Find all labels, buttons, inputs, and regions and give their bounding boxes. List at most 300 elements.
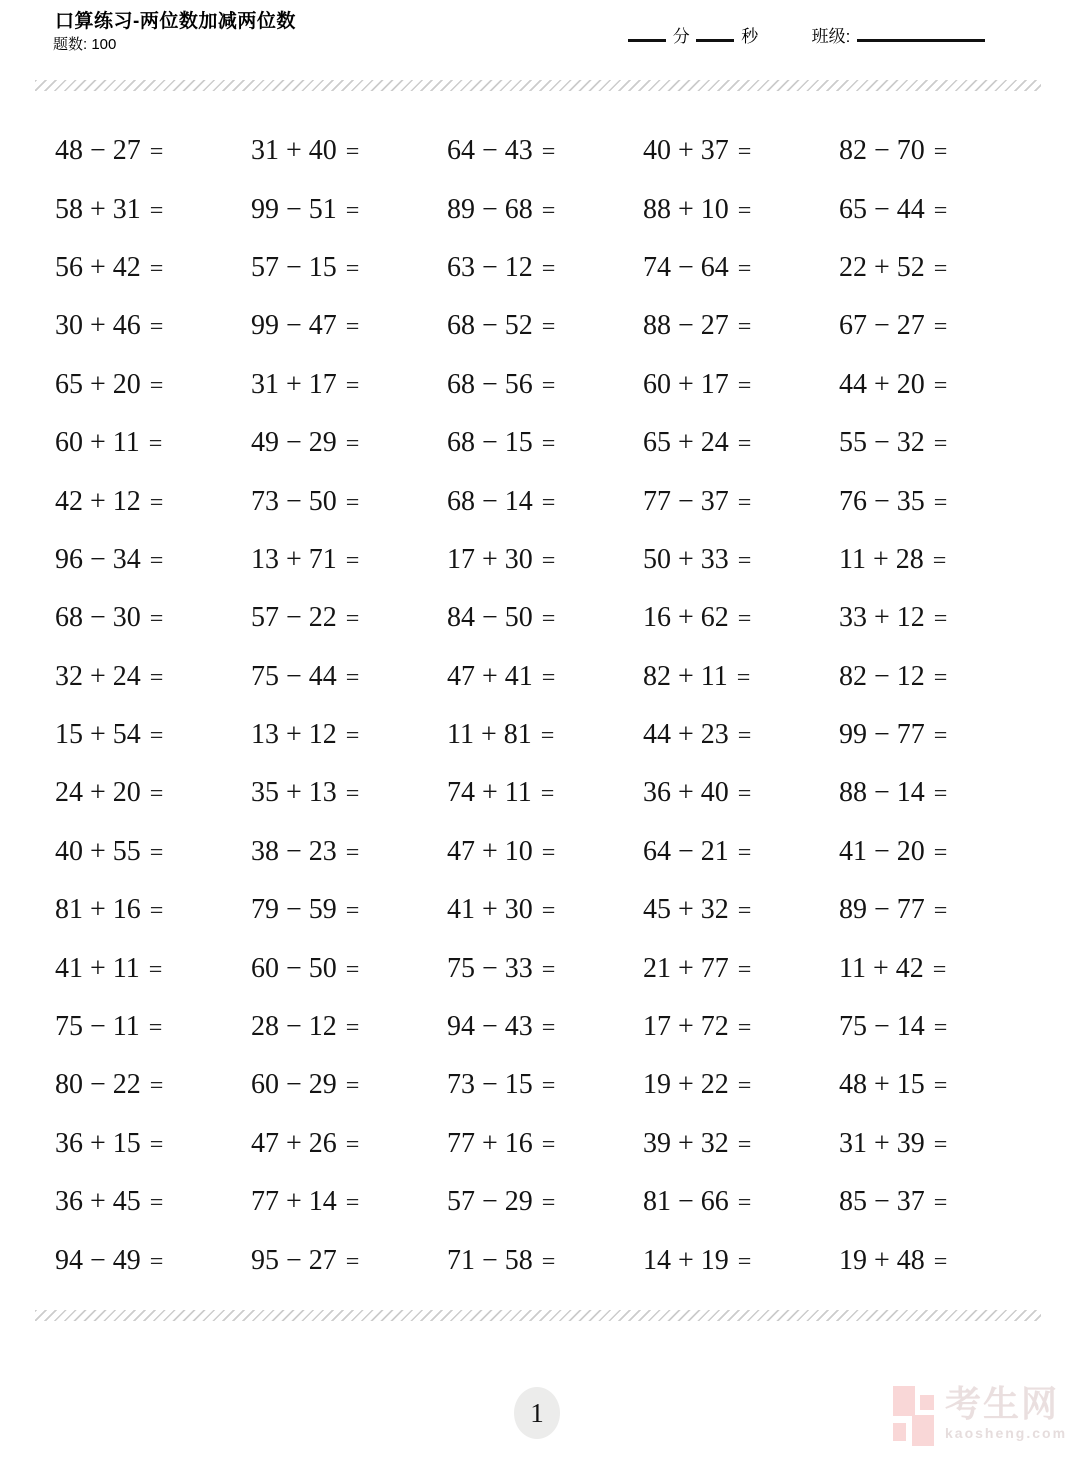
equals-sign: = — [149, 1248, 164, 1275]
operand-a: 36 — [643, 777, 671, 809]
equals-sign: = — [149, 898, 164, 925]
minus-operator: − — [678, 485, 694, 517]
problem — [447, 1186, 643, 1218]
equals-sign: = — [737, 489, 752, 516]
operand-a: 16 — [643, 602, 671, 634]
minus-operator: − — [482, 952, 498, 984]
problem — [447, 486, 643, 518]
problem — [251, 1069, 447, 1101]
class-blank-line — [857, 25, 985, 42]
operand-b: 42 — [112, 251, 141, 283]
operand-b: 11 — [112, 1011, 140, 1043]
equals-sign: = — [541, 431, 556, 458]
timing-and-class-line — [628, 22, 985, 47]
operand-b: 12 — [504, 251, 533, 283]
problem — [55, 1128, 251, 1160]
equals-sign: = — [149, 314, 164, 341]
equals-sign: = — [149, 547, 164, 574]
operand-a: 32 — [55, 660, 83, 692]
operand-b: 70 — [896, 135, 925, 167]
problem — [643, 427, 839, 459]
operand-a: 28 — [251, 1011, 279, 1043]
minus-operator: − — [286, 427, 302, 459]
operand-b: 32 — [896, 427, 925, 459]
operand-a: 31 — [839, 1127, 867, 1159]
equals-sign: = — [541, 314, 556, 341]
equals-sign: = — [149, 197, 164, 224]
equals-sign: = — [345, 547, 360, 574]
problem — [447, 1245, 643, 1277]
problem — [251, 194, 447, 226]
operand-b: 40 — [308, 135, 337, 167]
equals-sign: = — [933, 898, 948, 925]
equals-sign: = — [540, 781, 555, 808]
operand-b: 20 — [896, 835, 925, 867]
operand-a: 75 — [55, 1011, 83, 1043]
second-label: 秒 — [741, 27, 759, 46]
minus-operator: − — [874, 777, 890, 809]
operand-b: 12 — [308, 1011, 337, 1043]
problem — [55, 1186, 251, 1218]
operand-a: 36 — [55, 1186, 83, 1218]
problem — [251, 486, 447, 518]
minute-label: 分 — [672, 27, 690, 46]
minus-operator: − — [874, 1011, 890, 1043]
plus-operator: + — [482, 1127, 498, 1159]
equals-sign: = — [737, 898, 752, 925]
operand-a: 80 — [55, 1069, 83, 1101]
problem — [251, 894, 447, 926]
plus-operator: + — [286, 719, 302, 751]
plus-operator: + — [90, 485, 106, 517]
operand-a: 40 — [55, 835, 83, 867]
operand-a: 71 — [447, 1244, 475, 1276]
operand-a: 60 — [251, 1069, 279, 1101]
operand-a: 82 — [839, 135, 867, 167]
operand-a: 45 — [643, 894, 671, 926]
minus-operator: − — [874, 719, 890, 751]
equals-sign: = — [933, 1073, 948, 1100]
operand-a: 65 — [55, 368, 83, 400]
minus-operator: − — [286, 1244, 302, 1276]
equals-sign: = — [933, 1190, 948, 1217]
problem — [643, 310, 839, 342]
plus-operator: + — [874, 368, 890, 400]
plus-operator: + — [90, 368, 106, 400]
plus-operator: + — [90, 952, 106, 984]
plus-operator: + — [90, 719, 106, 751]
minus-operator: − — [90, 543, 106, 575]
operand-b: 33 — [700, 543, 729, 575]
equals-sign: = — [541, 1131, 556, 1158]
operand-a: 88 — [839, 777, 867, 809]
operand-a: 73 — [447, 1069, 475, 1101]
plus-operator: + — [678, 427, 694, 459]
problem — [251, 1245, 447, 1277]
operand-b: 22 — [308, 602, 337, 634]
operand-b: 12 — [896, 602, 925, 634]
operand-a: 48 — [839, 1069, 867, 1101]
minus-operator: − — [874, 310, 890, 342]
operand-a: 77 — [447, 1127, 475, 1159]
problem — [839, 1186, 1035, 1218]
operand-b: 15 — [112, 1127, 141, 1159]
operand-b: 14 — [896, 1011, 925, 1043]
plus-operator: + — [90, 894, 106, 926]
operand-a: 48 — [55, 135, 83, 167]
operand-b: 51 — [308, 193, 337, 225]
minus-operator: − — [286, 894, 302, 926]
operand-b: 50 — [308, 485, 337, 517]
operand-b: 77 — [700, 952, 729, 984]
operand-a: 77 — [643, 485, 671, 517]
problem — [643, 252, 839, 284]
operand-b: 27 — [896, 310, 925, 342]
operand-b: 45 — [112, 1186, 141, 1218]
equals-sign: = — [149, 606, 164, 633]
equals-sign: = — [149, 372, 164, 399]
equals-sign: = — [933, 1248, 948, 1275]
operand-b: 11 — [112, 427, 140, 459]
problem — [251, 836, 447, 868]
plus-operator: + — [90, 1186, 106, 1218]
operand-b: 32 — [700, 894, 729, 926]
equals-sign: = — [541, 1248, 556, 1275]
operand-a: 47 — [251, 1127, 279, 1159]
plus-operator: + — [286, 368, 302, 400]
plus-operator: + — [678, 1069, 694, 1101]
plus-operator: + — [678, 952, 694, 984]
problem — [643, 777, 839, 809]
plus-operator: + — [874, 251, 890, 283]
problem — [839, 894, 1035, 926]
minus-operator: − — [482, 1011, 498, 1043]
operand-b: 33 — [504, 952, 533, 984]
equals-sign: = — [345, 139, 360, 166]
operand-b: 47 — [308, 310, 337, 342]
operand-b: 30 — [112, 602, 141, 634]
operand-b: 40 — [700, 777, 729, 809]
problem — [839, 1011, 1035, 1043]
problem — [55, 252, 251, 284]
minus-operator: − — [678, 310, 694, 342]
operand-a: 44 — [643, 719, 671, 751]
operand-a: 19 — [643, 1069, 671, 1101]
operand-a: 22 — [839, 251, 867, 283]
operand-a: 75 — [839, 1011, 867, 1043]
operand-a: 68 — [447, 427, 475, 459]
equals-sign: = — [737, 255, 752, 282]
equals-sign: = — [345, 606, 360, 633]
problem — [55, 953, 251, 985]
minus-operator: − — [678, 1186, 694, 1218]
problem — [643, 194, 839, 226]
equals-sign: = — [737, 606, 752, 633]
problem — [55, 194, 251, 226]
operand-a: 56 — [55, 251, 83, 283]
operand-a: 88 — [643, 193, 671, 225]
problem — [643, 1186, 839, 1218]
problem — [251, 719, 447, 751]
operand-b: 15 — [504, 427, 533, 459]
operand-a: 11 — [839, 543, 866, 575]
operand-a: 84 — [447, 602, 475, 634]
operand-a: 47 — [447, 660, 475, 692]
problem — [839, 135, 1035, 167]
operand-b: 13 — [308, 777, 337, 809]
problem — [839, 661, 1035, 693]
problem — [55, 719, 251, 751]
plus-operator: + — [90, 660, 106, 692]
operand-b: 72 — [700, 1011, 729, 1043]
minus-operator: − — [482, 1186, 498, 1218]
operand-a: 76 — [839, 485, 867, 517]
equals-sign: = — [737, 1248, 752, 1275]
equals-sign: = — [345, 255, 360, 282]
operand-a: 81 — [55, 894, 83, 926]
operand-b: 12 — [112, 485, 141, 517]
problem — [839, 1069, 1035, 1101]
problem — [251, 1011, 447, 1043]
equals-sign: = — [933, 1131, 948, 1158]
problem — [447, 602, 643, 634]
problem — [643, 544, 839, 576]
operand-b: 52 — [896, 251, 925, 283]
equals-sign: = — [149, 723, 164, 750]
problem — [55, 836, 251, 868]
problem — [839, 719, 1035, 751]
operand-a: 68 — [447, 368, 475, 400]
problem — [643, 486, 839, 518]
equals-sign: = — [541, 489, 556, 516]
operand-b: 12 — [896, 660, 925, 692]
equals-sign: = — [345, 431, 360, 458]
operand-a: 96 — [55, 543, 83, 575]
equals-sign: = — [737, 956, 752, 983]
operand-a: 41 — [447, 894, 475, 926]
problem — [643, 719, 839, 751]
problem — [447, 661, 643, 693]
minus-operator: − — [90, 1011, 106, 1043]
problem — [251, 427, 447, 459]
problem — [839, 427, 1035, 459]
problem — [55, 777, 251, 809]
operand-b: 58 — [504, 1244, 533, 1276]
problem — [55, 602, 251, 634]
problem — [643, 602, 839, 634]
problem — [251, 1128, 447, 1160]
watermark-domain: kaosheng.com — [945, 1425, 1068, 1441]
problem — [447, 1011, 643, 1043]
equals-sign: = — [541, 839, 556, 866]
operand-b: 42 — [895, 952, 924, 984]
plus-operator: + — [678, 894, 694, 926]
problem — [55, 427, 251, 459]
operand-b: 16 — [504, 1127, 533, 1159]
minus-operator: − — [286, 660, 302, 692]
equals-sign: = — [540, 723, 555, 750]
minus-operator: − — [874, 1186, 890, 1218]
equals-sign: = — [737, 1131, 752, 1158]
operand-a: 21 — [643, 952, 671, 984]
operand-a: 19 — [839, 1244, 867, 1276]
equals-sign: = — [345, 314, 360, 341]
operand-a: 77 — [251, 1186, 279, 1218]
minus-operator: − — [482, 251, 498, 283]
equals-sign: = — [933, 139, 948, 166]
minus-operator: − — [286, 485, 302, 517]
problem — [643, 1069, 839, 1101]
equals-sign: = — [541, 255, 556, 282]
operand-b: 34 — [112, 543, 141, 575]
minus-operator: − — [286, 952, 302, 984]
operand-b: 28 — [895, 543, 924, 575]
minus-operator: − — [482, 1244, 498, 1276]
minus-operator: − — [286, 1069, 302, 1101]
operand-a: 30 — [55, 310, 83, 342]
minus-operator: − — [678, 835, 694, 867]
equals-sign: = — [933, 197, 948, 224]
operand-b: 55 — [112, 835, 141, 867]
operand-b: 68 — [504, 193, 533, 225]
minus-operator: − — [874, 660, 890, 692]
problem — [447, 252, 643, 284]
plus-operator: + — [678, 543, 694, 575]
problem — [643, 1128, 839, 1160]
plus-operator: + — [678, 1244, 694, 1276]
problem — [643, 369, 839, 401]
problem — [643, 1011, 839, 1043]
operand-b: 77 — [896, 894, 925, 926]
operand-b: 81 — [503, 719, 532, 751]
operand-b: 62 — [700, 602, 729, 634]
plus-operator: + — [678, 660, 694, 692]
plus-operator: + — [678, 1011, 694, 1043]
plus-operator: + — [482, 894, 498, 926]
operand-b: 71 — [308, 543, 337, 575]
equals-sign: = — [933, 1015, 948, 1042]
equals-sign: = — [737, 372, 752, 399]
equals-sign: = — [345, 664, 360, 691]
equals-sign: = — [541, 606, 556, 633]
operand-b: 59 — [308, 894, 337, 926]
operand-a: 85 — [839, 1186, 867, 1218]
problem — [251, 369, 447, 401]
operand-b: 46 — [112, 310, 141, 342]
operand-b: 30 — [504, 894, 533, 926]
operand-a: 68 — [447, 310, 475, 342]
kaosheng-watermark — [893, 1383, 1068, 1446]
plus-operator: + — [874, 1127, 890, 1159]
operand-a: 68 — [55, 602, 83, 634]
equals-sign: = — [345, 197, 360, 224]
operand-a: 57 — [251, 602, 279, 634]
problem — [839, 252, 1035, 284]
operand-b: 26 — [308, 1127, 337, 1159]
equals-sign: = — [541, 664, 556, 691]
operand-b: 56 — [504, 368, 533, 400]
operand-a: 58 — [55, 193, 83, 225]
minus-operator: − — [482, 485, 498, 517]
equals-sign: = — [541, 197, 556, 224]
equals-sign: = — [148, 431, 163, 458]
operand-b: 52 — [504, 310, 533, 342]
problem — [447, 310, 643, 342]
operand-b: 54 — [112, 719, 141, 751]
equals-sign: = — [149, 781, 164, 808]
minus-operator: − — [678, 251, 694, 283]
seconds-blank-line — [696, 25, 734, 42]
plus-operator: + — [874, 602, 890, 634]
problem — [447, 894, 643, 926]
problem — [447, 369, 643, 401]
problem — [643, 661, 839, 693]
problems-grid — [55, 122, 1035, 1290]
operand-a: 82 — [839, 660, 867, 692]
watermark-title: 考生网 — [945, 1383, 1060, 1424]
operand-a: 95 — [251, 1244, 279, 1276]
minus-operator: − — [90, 1069, 106, 1101]
problem — [643, 953, 839, 985]
operand-a: 79 — [251, 894, 279, 926]
problem — [55, 1011, 251, 1043]
operand-b: 29 — [504, 1186, 533, 1218]
equals-sign: = — [345, 1190, 360, 1217]
problem — [251, 1186, 447, 1218]
operand-a: 40 — [643, 135, 671, 167]
operand-b: 64 — [700, 251, 729, 283]
operand-b: 10 — [504, 835, 533, 867]
plus-operator: + — [90, 193, 106, 225]
problem — [55, 894, 251, 926]
equals-sign: = — [345, 1073, 360, 1100]
operand-b: 48 — [896, 1244, 925, 1276]
operand-b: 32 — [700, 1127, 729, 1159]
plus-operator: + — [482, 660, 498, 692]
problem — [251, 544, 447, 576]
minus-operator: − — [874, 135, 890, 167]
equals-sign: = — [541, 1190, 556, 1217]
operand-b: 23 — [700, 719, 729, 751]
plus-operator: + — [286, 1186, 302, 1218]
equals-sign: = — [737, 1190, 752, 1217]
problem — [251, 310, 447, 342]
equals-sign: = — [541, 956, 556, 983]
problem — [447, 836, 643, 868]
plus-operator: + — [480, 719, 497, 751]
operand-b: 22 — [700, 1069, 729, 1101]
minus-operator: − — [874, 485, 890, 517]
kaosheng-logo-icon — [893, 1386, 937, 1446]
minus-operator: − — [874, 427, 890, 459]
plus-operator: + — [678, 1127, 694, 1159]
equals-sign: = — [345, 781, 360, 808]
operand-a: 57 — [251, 251, 279, 283]
problem — [251, 602, 447, 634]
operand-a: 99 — [251, 193, 279, 225]
minus-operator: − — [90, 602, 106, 634]
operand-b: 14 — [896, 777, 925, 809]
operand-a: 15 — [55, 719, 83, 751]
operand-b: 24 — [112, 660, 141, 692]
plus-operator: + — [286, 1127, 302, 1159]
operand-b: 44 — [308, 660, 337, 692]
equals-sign: = — [149, 1131, 164, 1158]
operand-a: 89 — [447, 193, 475, 225]
operand-a: 13 — [251, 719, 279, 751]
equals-sign: = — [149, 255, 164, 282]
minus-operator: − — [286, 310, 302, 342]
